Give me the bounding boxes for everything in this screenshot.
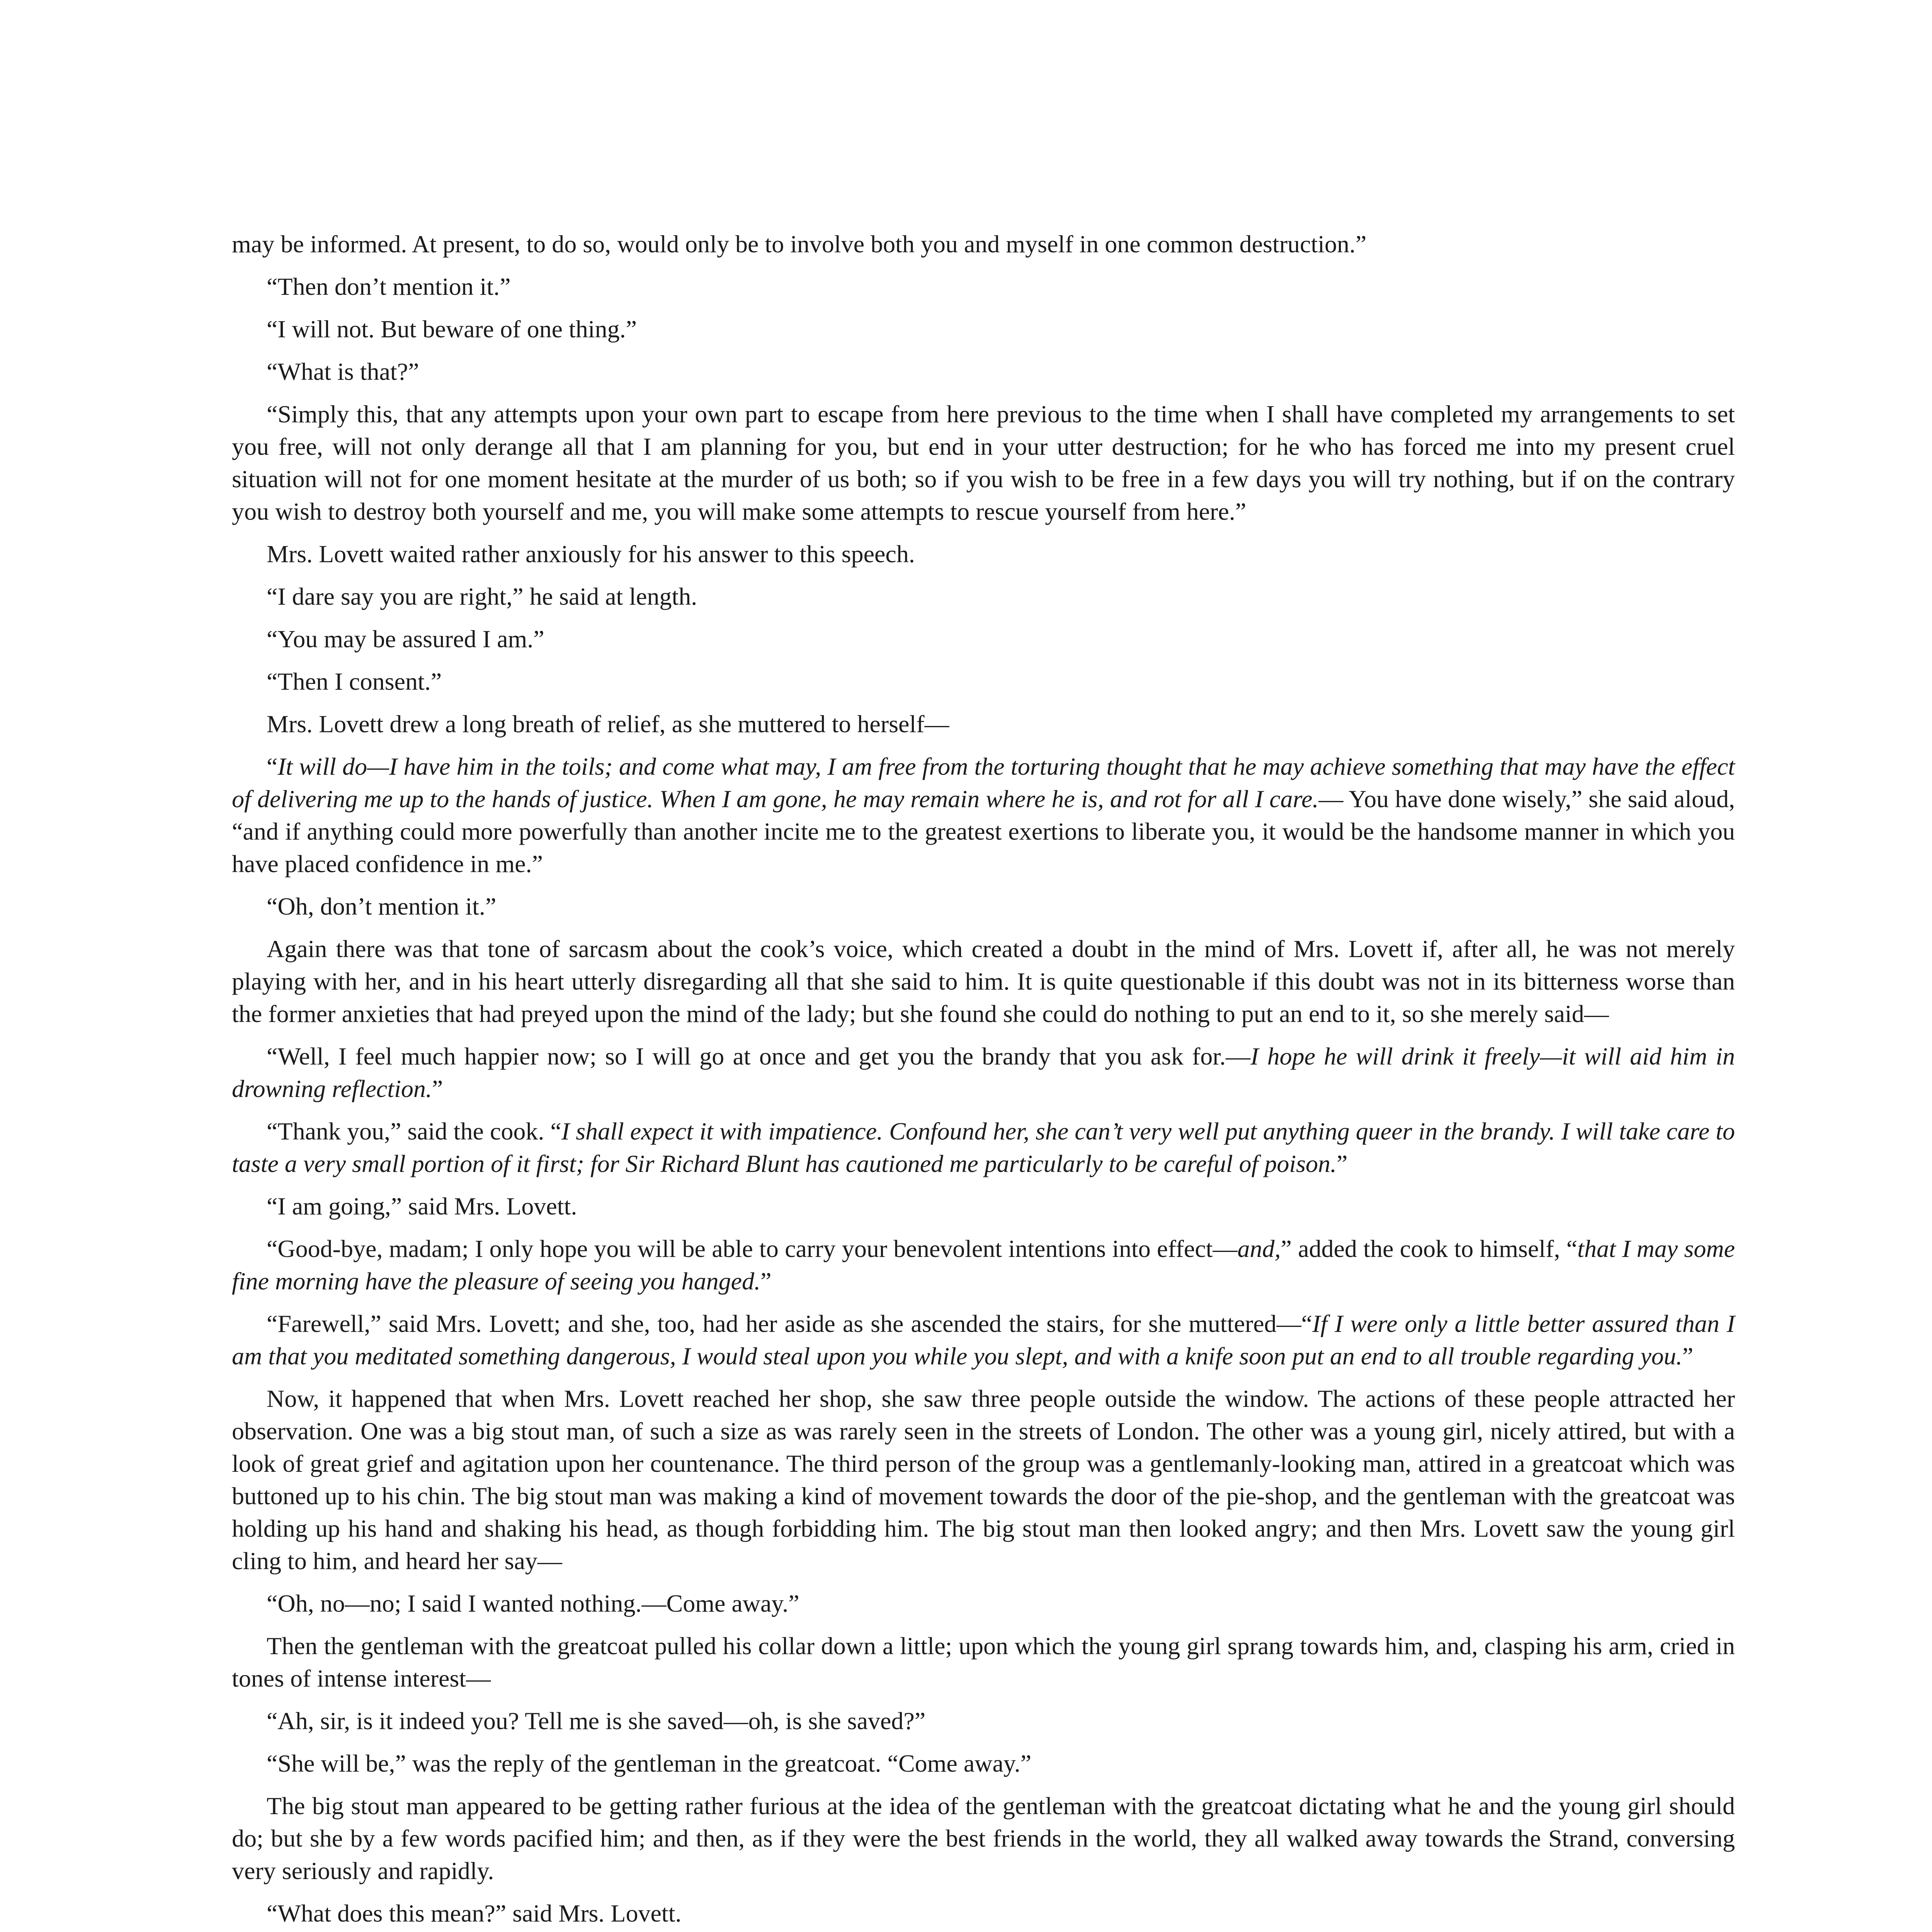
paragraph (232, 933, 1735, 1030)
text-run: — You have done wisely,” she said aloud, “and if anything could more powerfully than another incite me to the greatest exertions to liberate you, it would be the handsome manner in which you have placed confidence in me.” (232, 785, 1735, 878)
text-run: “Thank you,” said the cook. “ (267, 1117, 561, 1145)
text-run: ” (1337, 1150, 1348, 1177)
text-run: “Good-bye, madam; I only hope you will be able to carry your benevolent intentions into effect— (267, 1235, 1238, 1262)
paragraph (232, 1790, 1735, 1887)
paragraph (232, 270, 1735, 303)
text-run: “Ah, sir, is it indeed you? Tell me is she saved—oh, is she saved?” (267, 1707, 926, 1735)
text-run: “ (267, 753, 278, 780)
text-run: may be informed. At present, to do so, would only be to involve both you and myself in one common destruction.” (232, 230, 1367, 258)
text-run: Now, it happened that when Mrs. Lovett reached her shop, she saw three people outside the window. The actions of these people attracted her observation. One was a big stout man, of such a size as was rarely seen in the streets of London. The other was a young girl, nicely attired, but with a look of great grief and agitation upon her countenance. The third person of the group was a gentlemanly-looking man, attired in a greatcoat which was buttoned up to his chin. The big stout man was making a kind of movement towards the door of the pie-shop, and the gentleman with the greatcoat was holding up his hand and shaking his head, as though forbidding him. The big stout man then looked angry; and then Mrs. Lovett saw the young girl cling to him, and heard her say— (232, 1385, 1735, 1575)
paragraph (232, 355, 1735, 388)
text-run: “Oh, don’t mention it.” (267, 893, 497, 920)
paragraph (232, 1587, 1735, 1620)
text-run: “Well, I feel much happier now; so I will go at once and get you the brandy that you ask for.— (267, 1043, 1251, 1070)
paragraph (232, 1190, 1735, 1223)
italic-text: I shall expect it with impatience. Confound her, she can’t very well put anything queer in the brandy. I will take care to taste a very small portion of it first; for Sir Richard Blunt has cautioned me particularly to be careful of poison. (232, 1117, 1735, 1177)
paragraph (232, 1040, 1735, 1105)
paragraph (232, 1383, 1735, 1577)
text-run: “Simply this, that any attempts upon your own part to escape from here previous to the time when I shall have completed my arrangements to set you free, will not only derange all that I am planning for you, but end in your utter destruction; for he who has forced me into my present cruel situation will not for one moment hesitate at the murder of us both; so if you wish to be free in a few days you will try nothing, but if on the contrary you wish to destroy both yourself and me, you will make some attempts to rescue yourself from here.” (232, 400, 1735, 525)
text-run: “What does this mean?” said Mrs. Lovett. (267, 1900, 682, 1927)
text-run: “You may be assured I am.” (267, 625, 544, 653)
text-run: ” added the cook to himself, “ (1281, 1235, 1578, 1262)
text-run: “I dare say you are right,” he said at length. (267, 583, 697, 610)
paragraph (232, 890, 1735, 923)
paragraph (232, 398, 1735, 528)
paragraph (232, 228, 1735, 260)
paragraph (232, 1115, 1735, 1180)
paragraph (232, 1233, 1735, 1298)
italic-text: If I were only a little better assured than I am that you meditated something dangerous, I would steal upon you while you slept, and with a knife soon put an end to all trouble regarding you. (232, 1310, 1735, 1370)
text-run: The big stout man appeared to be getting rather furious at the idea of the gentleman with the greatcoat dictating what he and the young girl should do; but she by a few words pacified him; and then, as if they were the best friends in the world, they all walked away towards the Strand, conversing very seriously and rapidly. (232, 1792, 1735, 1884)
text-run: “I am going,” said Mrs. Lovett. (267, 1192, 577, 1220)
paragraph (232, 1630, 1735, 1695)
paragraph (232, 1705, 1735, 1737)
paragraph (232, 1308, 1735, 1372)
text-run: Mrs. Lovett drew a long breath of relief, as she muttered to herself— (267, 710, 949, 738)
text-run: “Then I consent.” (267, 668, 442, 695)
text-run: “Then don’t mention it.” (267, 273, 511, 300)
text-run: ” (1682, 1342, 1694, 1370)
text-run: “What is that?” (267, 358, 419, 385)
text-run: Then the gentleman with the greatcoat pulled his collar down a little; upon which the young girl sprang towards him, and, clasping his arm, cried in tones of intense interest— (232, 1632, 1735, 1692)
text-run: “Farewell,” said Mrs. Lovett; and she, too, had her aside as she ascended the stairs, for she muttered—“ (267, 1310, 1313, 1337)
paragraph (232, 1897, 1735, 1930)
paragraph (232, 665, 1735, 698)
text-run: Again there was that tone of sarcasm about the cook’s voice, which created a doubt in the mind of Mrs. Lovett if, after all, he was not merely playing with her, and in his heart utterly disregarding all that she said to him. It is quite questionable if this doubt was not in its bitterness worse than the former anxieties that had preyed upon the mind of the lady; but she found she could do nothing to put an end to it, so she merely said— (232, 935, 1735, 1027)
paragraph (232, 538, 1735, 570)
text-run: ” (432, 1075, 443, 1102)
paragraph (232, 580, 1735, 613)
text-section-before-quote (232, 228, 1735, 1932)
text-run: “She will be,” was the reply of the gentleman in the greatcoat. “Come away.” (267, 1750, 1032, 1777)
text-run: Mrs. Lovett waited rather anxiously for his answer to this speech. (267, 540, 915, 568)
page-body (232, 228, 1735, 1932)
italic-text: It will do—I have him in the toils; and come what may, I am free from the torturing thought that he may achieve something that may have the effect of delivering me up to the hands of justice. When I am gone, he may remain where he is, and rot for all I care. (232, 753, 1735, 813)
paragraph (232, 623, 1735, 655)
paragraph (232, 1747, 1735, 1780)
paragraph (232, 750, 1735, 880)
italic-text: and, (1237, 1235, 1281, 1262)
italic-text: I hope he will drink it freely—it will aid him in drowning reflection. (232, 1043, 1735, 1102)
paragraph (232, 313, 1735, 345)
text-run: “I will not. But beware of one thing.” (267, 315, 637, 343)
paragraph (232, 708, 1735, 740)
text-run: “Oh, no—no; I said I wanted nothing.—Come away.” (267, 1590, 799, 1617)
italic-text: that I may some fine morning have the pleasure of seeing you hanged. (232, 1235, 1735, 1295)
text-run: ” (760, 1267, 772, 1295)
